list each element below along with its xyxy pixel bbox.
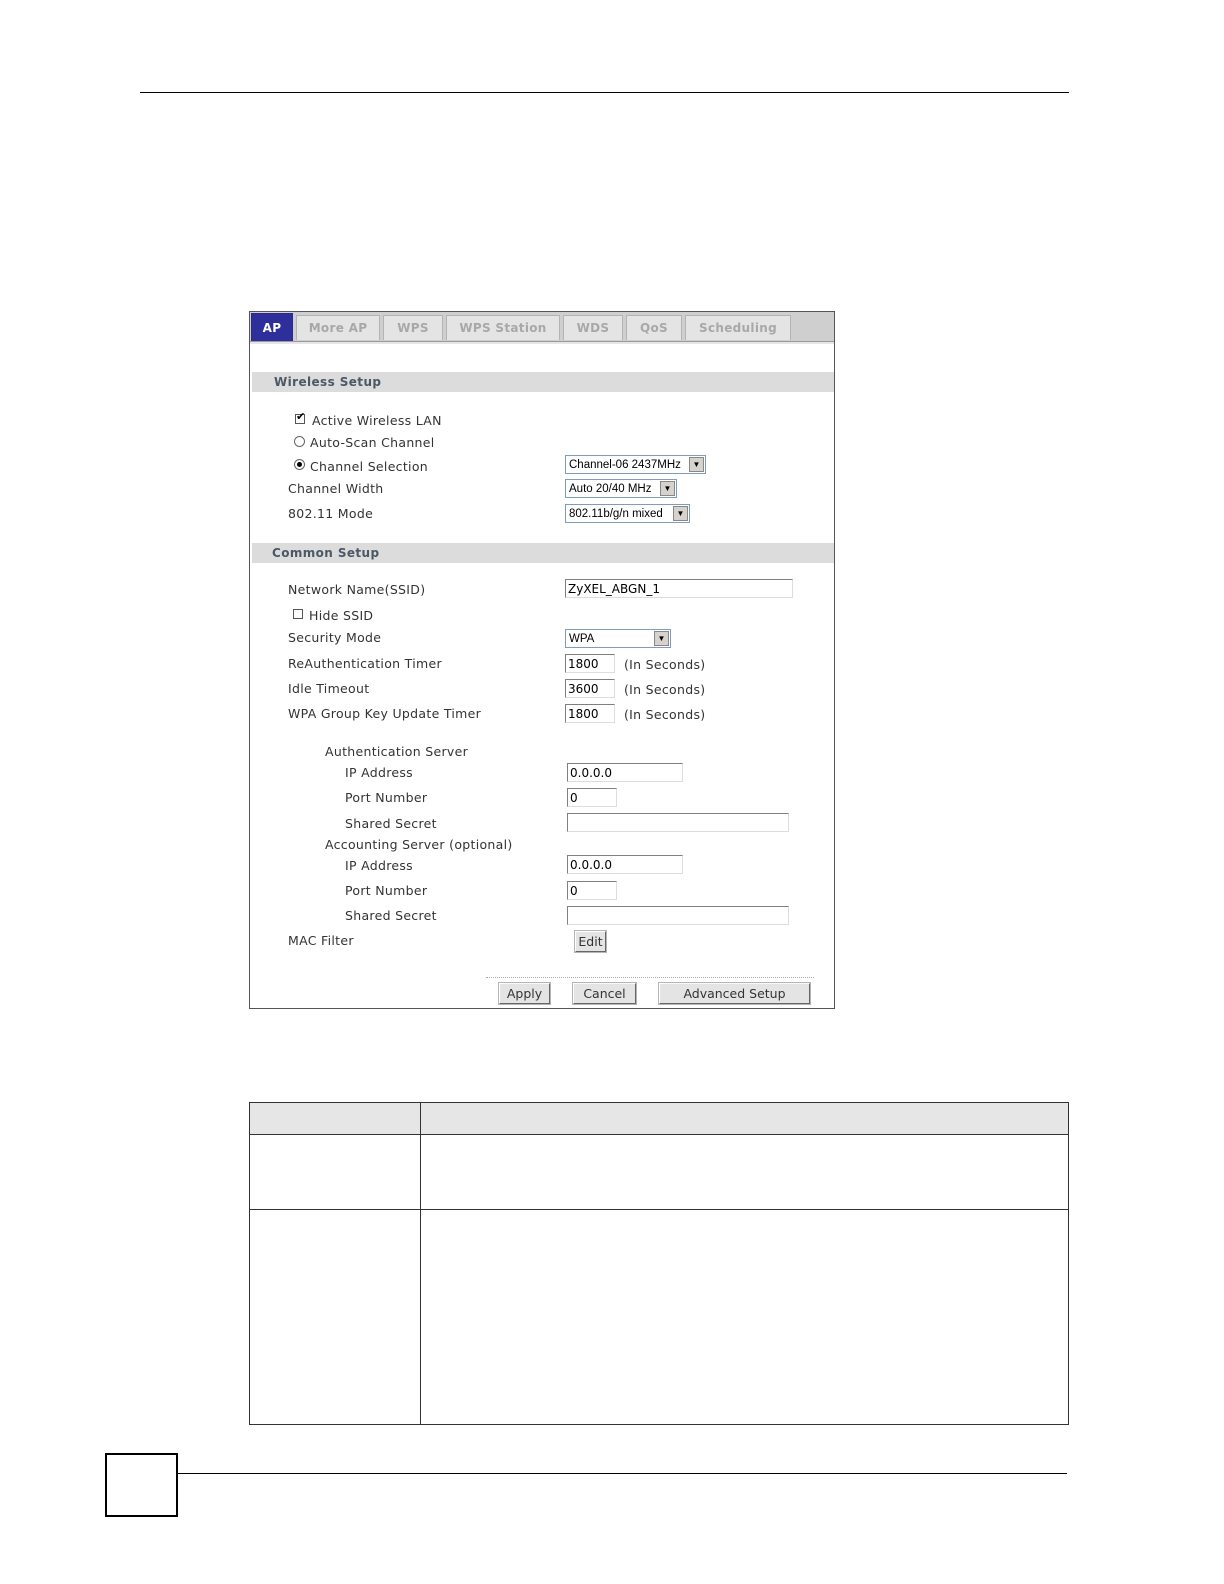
field-description-table (249, 1102, 1069, 1425)
wireless-setup-header: Wireless Setup (252, 372, 834, 392)
tab-wds[interactable]: WDS (563, 315, 623, 340)
acct-secret-input[interactable] (567, 906, 789, 925)
security-mode-value: WPA (569, 632, 595, 645)
auth-port-input[interactable]: 0 (567, 788, 617, 807)
auto-scan-channel-label: Auto-Scan Channel (310, 435, 435, 450)
group-key-timer-unit: (In Seconds) (624, 707, 706, 722)
acct-ip-label: IP Address (345, 858, 413, 873)
tab-wps[interactable]: WPS (383, 315, 443, 340)
reauth-timer-unit: (In Seconds) (624, 657, 706, 672)
common-setup-header: Common Setup (252, 543, 834, 563)
chevron-down-icon: ▼ (689, 457, 704, 472)
group-key-timer-label: WPA Group Key Update Timer (288, 706, 482, 721)
ssid-input[interactable]: ZyXEL_ABGN_1 (565, 579, 793, 598)
checkmark-icon: ✔ (296, 410, 306, 423)
table-header (250, 1103, 1068, 1135)
auth-port-label: Port Number (345, 790, 428, 805)
mac-filter-label: MAC Filter (288, 933, 354, 948)
page-number-box (105, 1453, 178, 1517)
tab-bar (250, 312, 834, 342)
ssid-label: Network Name(SSID) (288, 582, 426, 597)
channel-width-label: Channel Width (288, 481, 384, 496)
channel-width-select[interactable] (565, 479, 677, 498)
ap-settings-screen (249, 311, 835, 1009)
apply-button[interactable]: Apply (499, 983, 550, 1004)
tab-underline (250, 342, 834, 344)
auto-scan-channel-radio[interactable] (294, 436, 305, 447)
group-key-timer-input[interactable]: 1800 (565, 704, 615, 723)
cancel-button[interactable]: Cancel (573, 983, 636, 1004)
acct-server-title: Accounting Server (optional) (325, 837, 513, 852)
tab-wps-station[interactable]: WPS Station (446, 315, 560, 340)
chevron-down-icon: ▼ (673, 506, 688, 521)
auth-ip-label: IP Address (345, 765, 413, 780)
channel-selection-radio[interactable] (294, 459, 305, 470)
idle-timeout-label: Idle Timeout (288, 681, 370, 696)
channel-selection-label: Channel Selection (310, 459, 428, 474)
idle-timeout-input[interactable]: 3600 (565, 679, 615, 698)
auth-server-title: Authentication Server (325, 744, 469, 759)
column-divider (420, 1103, 421, 1424)
tab-more-ap[interactable]: More AP (296, 315, 380, 340)
security-mode-select[interactable] (565, 629, 671, 648)
chevron-down-icon: ▼ (660, 481, 675, 496)
security-mode-label: Security Mode (288, 630, 382, 645)
advanced-setup-button[interactable]: Advanced Setup (659, 983, 810, 1004)
acct-port-label: Port Number (345, 883, 428, 898)
acct-port-input[interactable]: 0 (567, 881, 617, 900)
auth-secret-input[interactable] (567, 813, 789, 832)
mac-filter-edit-button[interactable]: Edit (575, 931, 606, 952)
acct-ip-input[interactable]: 0.0.0.0 (567, 855, 683, 874)
mode-value: 802.11b/g/n mixed (569, 507, 663, 520)
active-wireless-lan-label: Active Wireless LAN (312, 413, 442, 428)
hide-ssid-label: Hide SSID (309, 608, 374, 623)
tab-scheduling[interactable]: Scheduling (685, 315, 791, 340)
auth-secret-label: Shared Secret (345, 816, 437, 831)
tab-qos[interactable]: QoS (626, 315, 682, 340)
row-divider (250, 1209, 1068, 1210)
auth-ip-input[interactable]: 0.0.0.0 (567, 763, 683, 782)
hide-ssid-checkbox[interactable] (293, 609, 303, 619)
header-rule (140, 92, 1069, 93)
reauth-timer-input[interactable]: 1800 (565, 654, 615, 673)
reauth-timer-label: ReAuthentication Timer (288, 656, 442, 671)
acct-secret-label: Shared Secret (345, 908, 437, 923)
channel-select-value: Channel-06 2437MHz (569, 458, 681, 471)
footer-rule (178, 1473, 1067, 1474)
active-wireless-lan-checkbox[interactable] (295, 410, 306, 424)
mode-label: 802.11 Mode (288, 506, 374, 521)
channel-select[interactable] (565, 455, 706, 474)
channel-width-value: Auto 20/40 MHz (569, 482, 652, 495)
tab-ap[interactable]: AP (251, 313, 293, 341)
mode-select[interactable] (565, 504, 690, 523)
button-divider (486, 977, 814, 978)
idle-timeout-unit: (In Seconds) (624, 682, 706, 697)
chevron-down-icon: ▼ (654, 631, 669, 646)
